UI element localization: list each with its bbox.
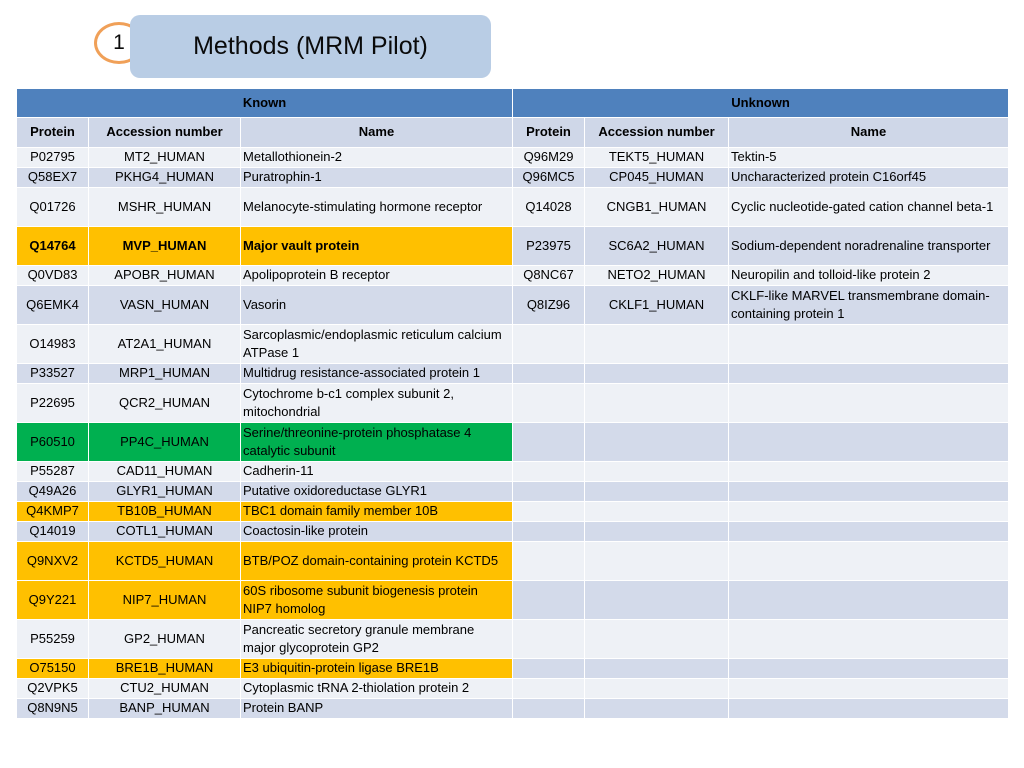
table-row bbox=[17, 659, 1009, 679]
unknown-protein-cell bbox=[513, 659, 585, 679]
table-row bbox=[17, 620, 1009, 659]
unknown-accession-cell bbox=[585, 502, 729, 522]
unknown-protein-cell bbox=[513, 542, 585, 581]
slide-title: Methods (MRM Pilot) bbox=[193, 32, 428, 60]
table-row bbox=[17, 699, 1009, 719]
unknown-protein-cell bbox=[513, 620, 585, 659]
unknown-accession-cell bbox=[585, 522, 729, 542]
table-row bbox=[17, 462, 1009, 482]
title-box bbox=[130, 15, 491, 78]
unknown-name-cell bbox=[729, 502, 1009, 522]
known-protein-cell: Q9NXV2 bbox=[17, 542, 89, 581]
unknown-accession-cell bbox=[585, 542, 729, 581]
unknown-name-cell bbox=[729, 325, 1009, 364]
column-header-protein: Protein bbox=[17, 118, 89, 148]
unknown-accession-cell bbox=[585, 620, 729, 659]
known-protein-cell: Q0VD83 bbox=[17, 266, 89, 286]
unknown-name-cell: CKLF-like MARVEL transmembrane domain-containing protein 1 bbox=[729, 286, 1009, 325]
unknown-name-cell bbox=[729, 522, 1009, 542]
unknown-protein-cell bbox=[513, 502, 585, 522]
column-header-row bbox=[17, 118, 1009, 148]
known-protein-cell: O14983 bbox=[17, 325, 89, 364]
unknown-name-cell: Neuropilin and tolloid-like protein 2 bbox=[729, 266, 1009, 286]
table-row bbox=[17, 384, 1009, 423]
unknown-protein-cell bbox=[513, 522, 585, 542]
known-protein-cell: Q2VPK5 bbox=[17, 679, 89, 699]
known-name-cell: Melanocyte-stimulating hormone receptor bbox=[241, 188, 513, 227]
known-name-cell: Vasorin bbox=[241, 286, 513, 325]
unknown-protein-cell: P23975 bbox=[513, 227, 585, 266]
table-row bbox=[17, 679, 1009, 699]
known-protein-cell: Q58EX7 bbox=[17, 168, 89, 188]
table-row bbox=[17, 542, 1009, 581]
unknown-accession-cell bbox=[585, 423, 729, 462]
table-row bbox=[17, 581, 1009, 620]
unknown-name-cell bbox=[729, 659, 1009, 679]
table-row bbox=[17, 364, 1009, 384]
unknown-name-cell bbox=[729, 679, 1009, 699]
unknown-accession-cell bbox=[585, 364, 729, 384]
known-accession-cell: AT2A1_HUMAN bbox=[89, 325, 241, 364]
known-protein-cell: Q14019 bbox=[17, 522, 89, 542]
table-row bbox=[17, 148, 1009, 168]
unknown-protein-cell bbox=[513, 699, 585, 719]
known-name-cell: Metallothionein-2 bbox=[241, 148, 513, 168]
known-name-cell: Pancreatic secretory granule membrane major glycoprotein GP2 bbox=[241, 620, 513, 659]
table-row bbox=[17, 522, 1009, 542]
unknown-protein-cell bbox=[513, 679, 585, 699]
group-header-unknown: Unknown bbox=[513, 89, 1009, 118]
group-header-row bbox=[17, 89, 1009, 118]
known-protein-cell: P33527 bbox=[17, 364, 89, 384]
known-accession-cell: MT2_HUMAN bbox=[89, 148, 241, 168]
unknown-name-cell: Cyclic nucleotide-gated cation channel beta-1 bbox=[729, 188, 1009, 227]
table-row bbox=[17, 188, 1009, 227]
unknown-protein-cell bbox=[513, 462, 585, 482]
table-row bbox=[17, 168, 1009, 188]
unknown-name-cell bbox=[729, 364, 1009, 384]
group-header-known: Known bbox=[17, 89, 513, 118]
known-protein-cell: P02795 bbox=[17, 148, 89, 168]
unknown-name-cell bbox=[729, 542, 1009, 581]
known-protein-cell: O75150 bbox=[17, 659, 89, 679]
known-accession-cell: APOBR_HUMAN bbox=[89, 266, 241, 286]
unknown-protein-cell: Q8IZ96 bbox=[513, 286, 585, 325]
known-name-cell: Multidrug resistance-associated protein 1 bbox=[241, 364, 513, 384]
known-name-cell: BTB/POZ domain-containing protein KCTD5 bbox=[241, 542, 513, 581]
unknown-accession-cell bbox=[585, 325, 729, 364]
known-accession-cell: GP2_HUMAN bbox=[89, 620, 241, 659]
known-accession-cell: CTU2_HUMAN bbox=[89, 679, 241, 699]
known-protein-cell: Q8N9N5 bbox=[17, 699, 89, 719]
known-protein-cell: P22695 bbox=[17, 384, 89, 423]
known-name-cell: Cytochrome b-c1 complex subunit 2, mitochondrial bbox=[241, 384, 513, 423]
table-row bbox=[17, 227, 1009, 266]
known-accession-cell: GLYR1_HUMAN bbox=[89, 482, 241, 502]
known-accession-cell: CAD11_HUMAN bbox=[89, 462, 241, 482]
unknown-name-cell bbox=[729, 384, 1009, 423]
column-header-accession: Accession number bbox=[585, 118, 729, 148]
unknown-name-cell bbox=[729, 423, 1009, 462]
unknown-protein-cell bbox=[513, 423, 585, 462]
known-name-cell: Major vault protein bbox=[241, 227, 513, 266]
unknown-accession-cell: CP045_HUMAN bbox=[585, 168, 729, 188]
unknown-protein-cell bbox=[513, 364, 585, 384]
known-accession-cell: TB10B_HUMAN bbox=[89, 502, 241, 522]
known-name-cell: Cadherin-11 bbox=[241, 462, 513, 482]
slide-number: 1 bbox=[113, 31, 125, 54]
unknown-accession-cell: TEKT5_HUMAN bbox=[585, 148, 729, 168]
table-row bbox=[17, 423, 1009, 462]
protein-table bbox=[16, 88, 1009, 719]
known-accession-cell: QCR2_HUMAN bbox=[89, 384, 241, 423]
unknown-name-cell: Tektin-5 bbox=[729, 148, 1009, 168]
unknown-name-cell bbox=[729, 462, 1009, 482]
unknown-name-cell bbox=[729, 482, 1009, 502]
table-row bbox=[17, 502, 1009, 522]
known-protein-cell: Q14764 bbox=[17, 227, 89, 266]
table-row bbox=[17, 325, 1009, 364]
known-accession-cell: BANP_HUMAN bbox=[89, 699, 241, 719]
unknown-protein-cell bbox=[513, 482, 585, 502]
known-name-cell: Serine/threonine-protein phosphatase 4 catalytic subunit bbox=[241, 423, 513, 462]
unknown-protein-cell bbox=[513, 581, 585, 620]
known-accession-cell: MVP_HUMAN bbox=[89, 227, 241, 266]
known-name-cell: Puratrophin-1 bbox=[241, 168, 513, 188]
known-name-cell: 60S ribosome subunit biogenesis protein NIP7 homolog bbox=[241, 581, 513, 620]
known-name-cell: Protein BANP bbox=[241, 699, 513, 719]
known-accession-cell: MRP1_HUMAN bbox=[89, 364, 241, 384]
known-protein-cell: Q9Y221 bbox=[17, 581, 89, 620]
unknown-accession-cell bbox=[585, 581, 729, 620]
known-protein-cell: P55259 bbox=[17, 620, 89, 659]
known-name-cell: TBC1 domain family member 10B bbox=[241, 502, 513, 522]
known-protein-cell: Q4KMP7 bbox=[17, 502, 89, 522]
unknown-accession-cell: CKLF1_HUMAN bbox=[585, 286, 729, 325]
known-protein-cell: Q01726 bbox=[17, 188, 89, 227]
unknown-accession-cell: CNGB1_HUMAN bbox=[585, 188, 729, 227]
unknown-protein-cell bbox=[513, 384, 585, 423]
unknown-accession-cell bbox=[585, 384, 729, 423]
unknown-protein-cell: Q96MC5 bbox=[513, 168, 585, 188]
known-accession-cell: NIP7_HUMAN bbox=[89, 581, 241, 620]
column-header-accession: Accession number bbox=[89, 118, 241, 148]
unknown-name-cell: Sodium-dependent noradrenaline transporter bbox=[729, 227, 1009, 266]
known-accession-cell: BRE1B_HUMAN bbox=[89, 659, 241, 679]
column-header-name: Name bbox=[241, 118, 513, 148]
known-name-cell: Apolipoprotein B receptor bbox=[241, 266, 513, 286]
known-protein-cell: Q6EMK4 bbox=[17, 286, 89, 325]
known-accession-cell: COTL1_HUMAN bbox=[89, 522, 241, 542]
column-header-protein: Protein bbox=[513, 118, 585, 148]
known-name-cell: Putative oxidoreductase GLYR1 bbox=[241, 482, 513, 502]
known-accession-cell: MSHR_HUMAN bbox=[89, 188, 241, 227]
known-accession-cell: KCTD5_HUMAN bbox=[89, 542, 241, 581]
known-accession-cell: VASN_HUMAN bbox=[89, 286, 241, 325]
known-name-cell: Sarcoplasmic/endoplasmic reticulum calcium ATPase 1 bbox=[241, 325, 513, 364]
unknown-protein-cell: Q8NC67 bbox=[513, 266, 585, 286]
known-name-cell: E3 ubiquitin-protein ligase BRE1B bbox=[241, 659, 513, 679]
unknown-name-cell bbox=[729, 581, 1009, 620]
unknown-accession-cell bbox=[585, 659, 729, 679]
known-name-cell: Coactosin-like protein bbox=[241, 522, 513, 542]
unknown-protein-cell bbox=[513, 325, 585, 364]
known-name-cell: Cytoplasmic tRNA 2-thiolation protein 2 bbox=[241, 679, 513, 699]
table-row bbox=[17, 266, 1009, 286]
known-protein-cell: P55287 bbox=[17, 462, 89, 482]
table-row bbox=[17, 286, 1009, 325]
unknown-accession-cell bbox=[585, 482, 729, 502]
unknown-accession-cell bbox=[585, 679, 729, 699]
column-header-name: Name bbox=[729, 118, 1009, 148]
unknown-name-cell bbox=[729, 620, 1009, 659]
unknown-name-cell: Uncharacterized protein C16orf45 bbox=[729, 168, 1009, 188]
unknown-accession-cell: NETO2_HUMAN bbox=[585, 266, 729, 286]
unknown-protein-cell: Q96M29 bbox=[513, 148, 585, 168]
known-accession-cell: PP4C_HUMAN bbox=[89, 423, 241, 462]
known-accession-cell: PKHG4_HUMAN bbox=[89, 168, 241, 188]
table-row bbox=[17, 482, 1009, 502]
unknown-name-cell bbox=[729, 699, 1009, 719]
known-protein-cell: P60510 bbox=[17, 423, 89, 462]
unknown-accession-cell bbox=[585, 699, 729, 719]
unknown-protein-cell: Q14028 bbox=[513, 188, 585, 227]
unknown-accession-cell bbox=[585, 462, 729, 482]
unknown-accession-cell: SC6A2_HUMAN bbox=[585, 227, 729, 266]
known-protein-cell: Q49A26 bbox=[17, 482, 89, 502]
